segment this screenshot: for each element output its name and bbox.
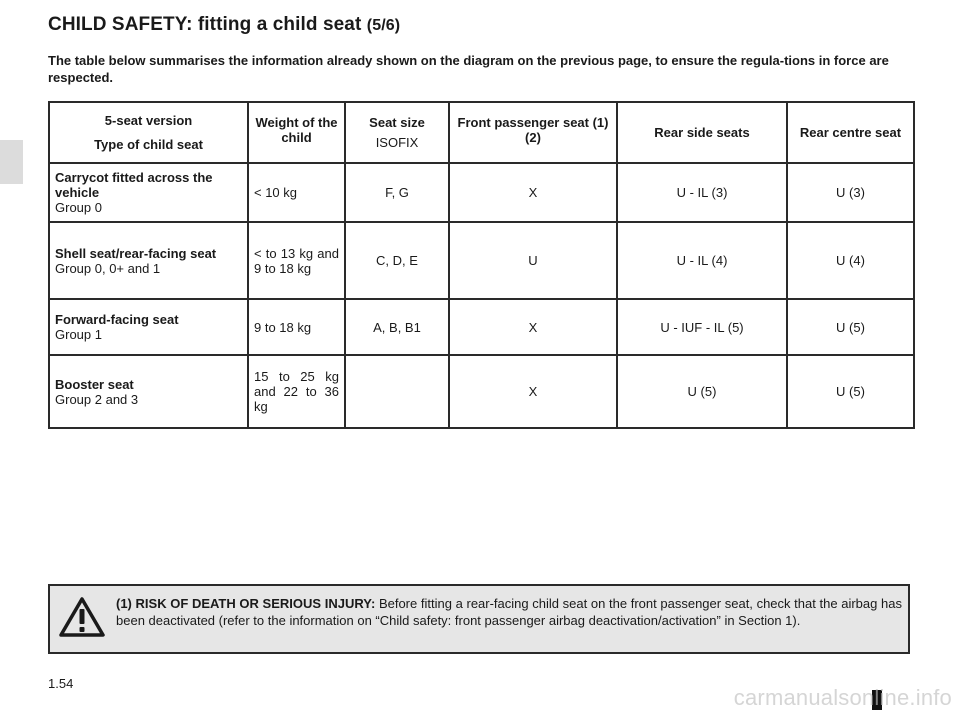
cell-rear-side: U (5) — [617, 355, 787, 428]
table-row — [49, 355, 914, 428]
warning-body: Before fitting a rear-facing child seat on the front passenger seat, check that the airbag has been deactivated (refer to the information on “Child safety: front passenger airbag deactivation/activation” in Section 1). — [116, 596, 902, 628]
cell-weight: < 10 kg — [248, 163, 345, 222]
seat-name: Forward-facing seat — [55, 312, 179, 327]
header-type: Type of child seat — [94, 137, 203, 152]
cell-weight: 9 to 18 kg — [248, 299, 345, 355]
cell-front: X — [449, 355, 617, 428]
cell-size — [345, 355, 449, 428]
title-part: (5/6) — [366, 17, 401, 34]
cell-seat-type — [49, 163, 248, 222]
seat-name: Booster seat — [55, 376, 134, 392]
seat-group: Group 0 — [55, 200, 102, 215]
cell-rear-centre: U (5) — [787, 299, 914, 355]
header-size: Seat size — [369, 115, 425, 130]
warning-box — [48, 584, 910, 654]
cell-seat-type — [49, 299, 248, 355]
seat-group: Group 0, 0+ and 1 — [55, 260, 161, 276]
header-rear-side: Rear side seats — [617, 102, 787, 163]
header-seat-size — [345, 102, 449, 163]
cell-rear-centre: U (4) — [787, 222, 914, 299]
cell-seat-type — [49, 355, 248, 428]
warning-triangle-icon — [59, 596, 105, 638]
header-size-isofix: ISOFIX — [375, 135, 419, 150]
seat-name: Carrycot fitted across the vehicle — [55, 170, 213, 200]
cell-seat-type — [49, 222, 248, 299]
watermark: carmanualsonline.info — [733, 685, 952, 710]
section-tab — [0, 140, 23, 184]
intro-text: The table below summarises the information already shown on the diagram on the previous page, to ensure the regula-tions in force are respected. — [48, 53, 889, 85]
header-front-passenger: Front passenger seat (1) (2) — [449, 102, 617, 163]
seat-group: Group 2 and 3 — [55, 391, 139, 407]
cell-rear-side: U - IL (3) — [617, 163, 787, 222]
cell-size: F, G — [345, 163, 449, 222]
title-main: CHILD SAFETY: fitting a child seat — [48, 14, 362, 35]
warning-lead: (1) RISK OF DEATH OR SERIOUS INJURY: — [116, 596, 376, 611]
table-row — [49, 163, 914, 222]
seat-group: Group 1 — [55, 327, 102, 342]
cell-weight: < to 13 kg and 9 to 18 kg — [248, 222, 345, 299]
cell-weight: 15 to 25 kg and 22 to 36 kg — [248, 355, 345, 428]
table-header-row — [49, 102, 914, 163]
cell-rear-centre: U (3) — [787, 163, 914, 222]
cell-rear-side: U - IUF - IL (5) — [617, 299, 787, 355]
table-row — [49, 299, 914, 355]
header-weight: Weight of the child — [248, 102, 345, 163]
page-title — [48, 14, 400, 36]
cell-rear-side: U - IL (4) — [617, 222, 787, 299]
page-number: 1.54 — [48, 676, 74, 691]
cell-size: C, D, E — [345, 222, 449, 299]
warning-text — [116, 595, 902, 629]
header-version: 5-seat version — [104, 113, 193, 128]
cell-front: X — [449, 299, 617, 355]
header-rear-centre: Rear centre seat — [787, 102, 914, 163]
cell-size: A, B, B1 — [345, 299, 449, 355]
cell-rear-centre: U (5) — [787, 355, 914, 428]
seat-name: Shell seat/rear-facing seat — [55, 245, 217, 261]
header-seat-type — [49, 102, 248, 163]
cell-front: X — [449, 163, 617, 222]
child-seat-table — [48, 101, 915, 429]
table-row — [49, 222, 914, 299]
cell-front: U — [449, 222, 617, 299]
